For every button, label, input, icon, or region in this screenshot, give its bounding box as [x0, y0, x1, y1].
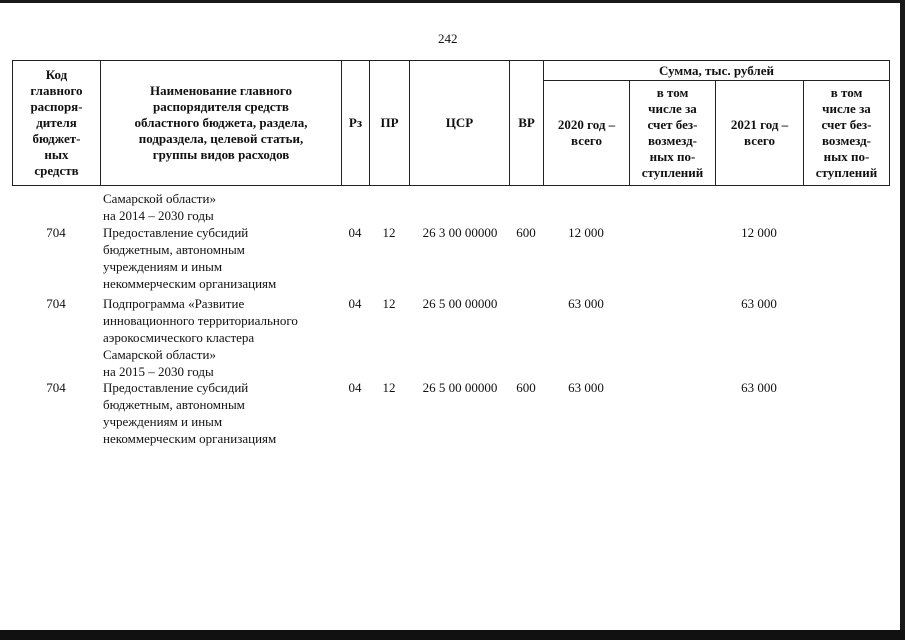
header-sum-title: Сумма, тыс. рублей: [544, 61, 890, 81]
header-2020-free: в том числе за счет без- возмезд- ных по- ступлений: [630, 81, 716, 186]
page-number: 242: [438, 31, 458, 46]
header-2020-total: 2020 год – всего: [544, 81, 630, 186]
row-3-sum-2021: 63 000: [741, 380, 777, 395]
continuation-text: Самарской области» на 2014 – 2030 годы: [103, 191, 216, 223]
row-1-csr: 26 3 00 00000: [422, 225, 498, 240]
header-vr: ВР: [510, 61, 544, 186]
row-3-rz: 04: [348, 380, 362, 395]
row-1-name: Предоставление субсидий бюджетным, автономным учреждениям и иным некоммерческим организациям: [103, 225, 277, 291]
row-2-sum-2020: 63 000: [568, 296, 604, 311]
row-2-kod: 704: [46, 296, 66, 311]
row-1-pr: 12: [382, 225, 396, 240]
right-border-rule: [900, 0, 905, 640]
header-2021-total: 2021 год – всего: [716, 81, 804, 186]
header-name: Наименование главного распорядителя средств областного бюджета, раздела, подраздела, целевой статьи, группы видов расходов: [101, 61, 342, 186]
row-3-kod: 704: [46, 380, 66, 395]
row-3-csr: 26 5 00 00000: [422, 380, 498, 395]
header-rz: Рз: [342, 61, 370, 186]
row-1-sum-2021: 12 000: [741, 225, 777, 240]
row-1-vr: 600: [516, 225, 536, 240]
row-1-kod: 704: [46, 225, 66, 240]
header-pr: ПР: [370, 61, 410, 186]
row-3-vr: 600: [516, 380, 536, 395]
row-2-csr: 26 5 00 00000: [422, 296, 498, 311]
row-3-name: Предоставление субсидий бюджетным, автономным учреждениям и иным некоммерческим организациям: [103, 380, 277, 446]
header-kod: Код главного распоря- дителя бюджет- ных средств: [13, 61, 101, 186]
header-csr: ЦСР: [410, 61, 510, 186]
row-3-sum-2020: 63 000: [568, 380, 604, 395]
row-2-rz: 04: [348, 296, 362, 311]
row-2-sum-2021: 63 000: [741, 296, 777, 311]
header-2021-free: в том числе за счет без- возмезд- ных по- ступлений: [804, 81, 890, 186]
top-border-rule: [0, 0, 905, 3]
table-header: [12, 60, 890, 186]
row-2-name: Подпрограмма «Развитие инновационного территориального аэрокосмического кластера Самарской области» на 2015 – 2030 годы: [103, 296, 298, 379]
row-3-pr: 12: [382, 380, 396, 395]
row-1-sum-2020: 12 000: [568, 225, 604, 240]
bottom-border-rule: [0, 630, 905, 640]
row-1-rz: 04: [348, 225, 362, 240]
row-2-pr: 12: [382, 296, 396, 311]
